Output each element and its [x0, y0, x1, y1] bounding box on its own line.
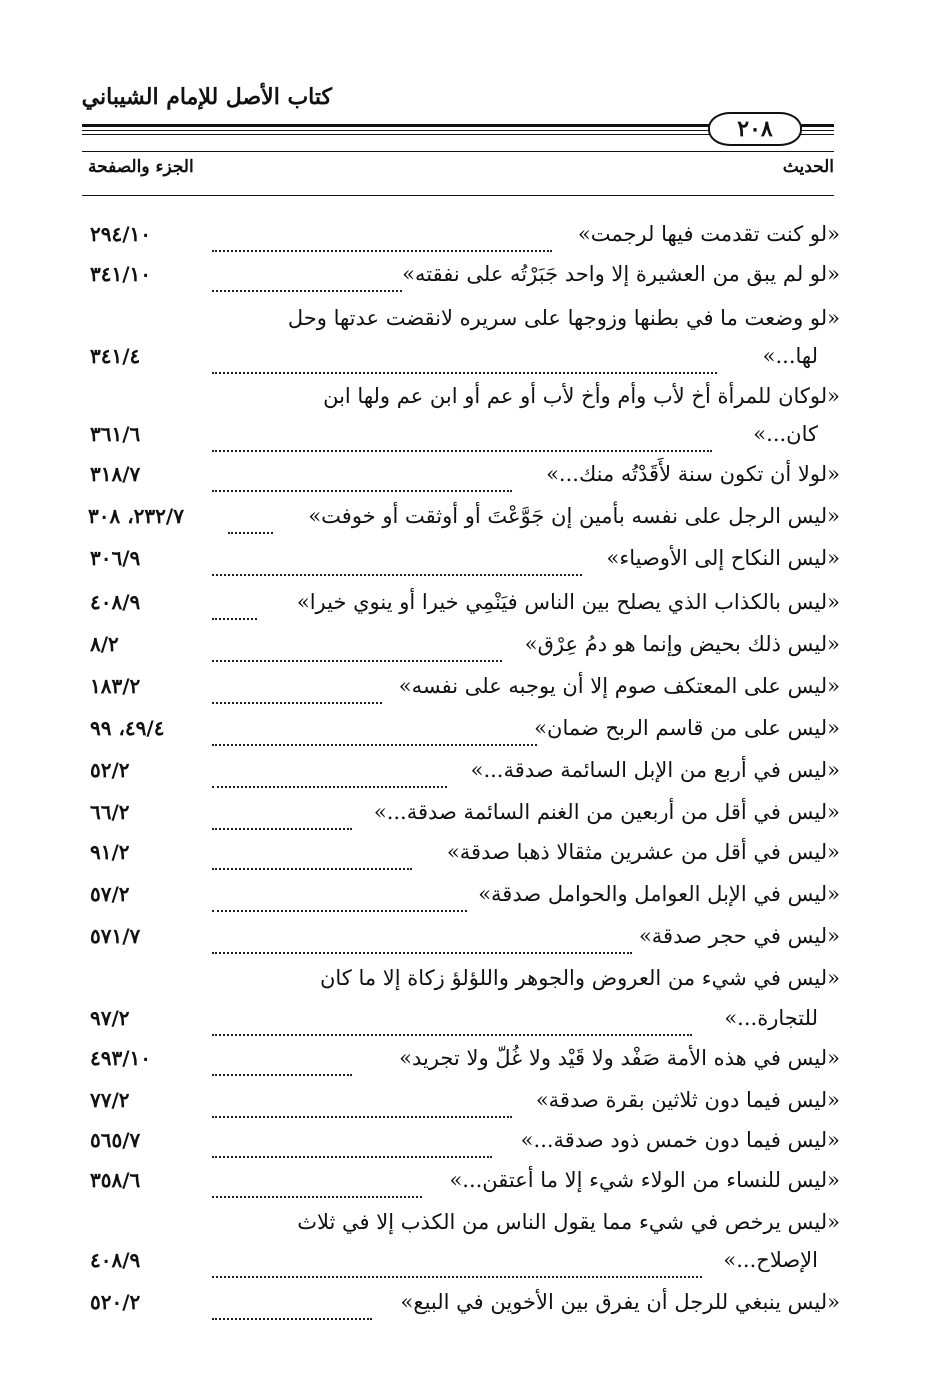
volume-page-ref: ٥٧/٢	[90, 882, 130, 906]
volume-page-ref: ٤٩٣/١٠	[90, 1046, 152, 1070]
leader-dots	[212, 1044, 352, 1076]
hadith-text: «لولا أن تكون سنة لأَقَدْتُه منك...»	[546, 462, 840, 486]
hadith-text: «ليس ذلك بحيض وإنما هو دمُ عِرْق»	[524, 632, 840, 656]
volume-page-ref: ٤٠٨/٩	[90, 590, 141, 614]
hadith-text: «ليس في أقل من أربعين من الغنم السائمة صدقة...»	[373, 800, 840, 824]
volume-page-ref: ٨/٢	[90, 632, 119, 656]
leader-dots	[212, 1126, 492, 1158]
hadith-text: «ليس على المعتكف صوم إلا أن يوجبه على نفسه»	[398, 674, 840, 698]
hadith-text: الإصلاح...»	[723, 1248, 818, 1272]
volume-page-ref: ٧٧/٢	[90, 1088, 130, 1112]
page-number: ٢٠٨	[708, 112, 802, 146]
list-item	[0, 214, 938, 254]
hadith-text: «ليس بالكذاب الذي يصلح بين الناس فيَنْمِي خيرا أو ينوي خيرا»	[296, 590, 840, 614]
hadith-text: «ليس ينبغي للرجل أن يفرق بين الأخوين في البيع»	[400, 1290, 840, 1314]
leader-dots	[212, 838, 412, 870]
list-item	[0, 538, 938, 578]
leader-dots	[212, 260, 402, 292]
list-item	[0, 750, 938, 790]
list-item	[0, 1120, 938, 1160]
hadith-text: «ليس في حجر صدقة»	[638, 924, 840, 948]
leader-dots	[212, 1166, 422, 1198]
leader-dots	[212, 630, 502, 662]
leader-dots	[212, 880, 467, 912]
list-item	[0, 1160, 938, 1200]
volume-page-ref: ٤٩/٤، ٩٩	[90, 716, 165, 740]
volume-page-ref: ٥٢/٢	[90, 758, 130, 782]
list-item-continuation	[0, 336, 938, 376]
leader-dots	[212, 1086, 512, 1118]
list-item	[0, 582, 938, 622]
hadith-text: «لو كنت تقدمت فيها لرجمت»	[577, 222, 840, 246]
volume-page-ref: ٩١/٢	[90, 840, 130, 864]
hadith-text: «ليس في هذه الأمة صَفْد ولا قَيْد ولا غُلّ ولا تجريد»	[399, 1046, 840, 1070]
hadith-text: «ليس يرخص في شيء مما يقول الناس من الكذب إلا في ثلاث	[297, 1210, 840, 1234]
list-item	[0, 454, 938, 494]
leader-dots	[212, 420, 712, 452]
list-item	[0, 496, 938, 536]
leader-dots	[212, 460, 512, 492]
leader-dots	[212, 922, 632, 954]
leader-dots	[212, 342, 717, 374]
hadith-text: «ليس النكاح إلى الأوصياء»	[606, 546, 840, 570]
hadith-text: «ليس في أقل من عشرين مثقالا ذهبا صدقة»	[446, 840, 840, 864]
hadith-text: لها...»	[762, 344, 818, 368]
leader-dots	[212, 1004, 692, 1036]
list-item	[0, 874, 938, 914]
leader-dots	[212, 756, 447, 788]
hadith-text: «ليس في شيء من العروض والجوهر واللؤلؤ زكاة إلا ما كان	[319, 966, 840, 990]
list-item-continuation	[0, 414, 938, 454]
volume-page-ref: ٤٠٨/٩	[90, 1248, 141, 1272]
hadith-text: «ليس الرجل على نفسه بأمين إن جَوَّعْتَ أو أوثقت أو خوفت»	[308, 504, 840, 528]
volume-page-ref: ٣١٨/٧	[90, 462, 141, 486]
volume-page-ref: ٥٧١/٧	[90, 924, 141, 948]
leader-dots	[212, 1288, 372, 1320]
list-item	[0, 666, 938, 706]
hadith-text: للتجارة...»	[724, 1006, 818, 1030]
volume-page-ref: ٢٣٢/٧، ٣٠٨	[88, 504, 184, 528]
volume-page-ref: ٣٥٨/٦	[90, 1168, 141, 1192]
leader-dots	[212, 544, 582, 576]
leader-dots	[212, 672, 382, 704]
hadith-text: «لوكان للمرأة أخ لأب وأم وأخ لأب أو عم أو ابن عم ولها ابن	[323, 384, 840, 408]
leader-dots	[212, 798, 352, 830]
list-item	[0, 1282, 938, 1322]
volume-page-ref: ٥٦٥/٧	[90, 1128, 141, 1152]
list-item	[0, 832, 938, 872]
hadith-text: «ليس للنساء من الولاء شيء إلا ما أعتقن...»	[449, 1168, 840, 1192]
volume-page-ref: ٢٩٤/١٠	[90, 222, 152, 246]
volume-page-ref: ٣٤١/٤	[90, 344, 141, 368]
volume-page-ref: ١٨٣/٢	[90, 674, 141, 698]
list-item	[0, 374, 938, 414]
list-item	[0, 1080, 938, 1120]
column-header-volume-page: الجزء والصفحة	[88, 157, 194, 177]
leader-dots	[212, 588, 257, 620]
list-item	[0, 1038, 938, 1078]
volume-page-ref: ٦٦/٢	[90, 800, 130, 824]
hadith-text: «ليس على من قاسم الربح ضمان»	[534, 716, 840, 740]
list-item	[0, 956, 938, 996]
hadith-text: «ليس فيما دون خمس ذود صدقة...»	[520, 1128, 840, 1152]
volume-page-ref: ٣٠٦/٩	[90, 546, 141, 570]
hadith-text: «ليس في الإبل العوامل والحوامل صدقة»	[478, 882, 840, 906]
hadith-text: «ليس فيما دون ثلاثين بقرة صدقة»	[535, 1088, 840, 1112]
column-header-hadith: الحديث	[782, 157, 834, 177]
volume-page-ref: ٥٢٠/٢	[90, 1290, 141, 1314]
list-item	[0, 916, 938, 956]
list-item	[0, 624, 938, 664]
leader-dots	[212, 714, 537, 746]
list-item	[0, 792, 938, 832]
volume-page-ref: ٣٤١/١٠	[90, 262, 152, 286]
list-item	[0, 708, 938, 748]
list-item-continuation	[0, 998, 938, 1038]
list-item	[0, 296, 938, 336]
list-item	[0, 254, 938, 294]
leader-dots	[212, 1246, 702, 1278]
hadith-text: «ليس في أربع من الإبل السائمة صدقة...»	[470, 758, 840, 782]
volume-page-ref: ٩٧/٢	[90, 1006, 130, 1030]
leader-dots	[212, 220, 552, 252]
list-item	[0, 1200, 938, 1240]
hadith-text: «لو لم يبق من العشيرة إلا واحد جَبَرْتُه على نفقته»	[402, 262, 840, 286]
volume-page-ref: ٣٦١/٦	[90, 422, 141, 446]
hadith-text: «لو وضعت ما في بطنها وزوجها على سريره لانقضت عدتها وحل	[287, 306, 840, 330]
list-item-continuation	[0, 1240, 938, 1280]
hadith-text: كان...»	[753, 422, 818, 446]
book-title: كتاب الأصل للإمام الشيباني	[81, 84, 332, 110]
